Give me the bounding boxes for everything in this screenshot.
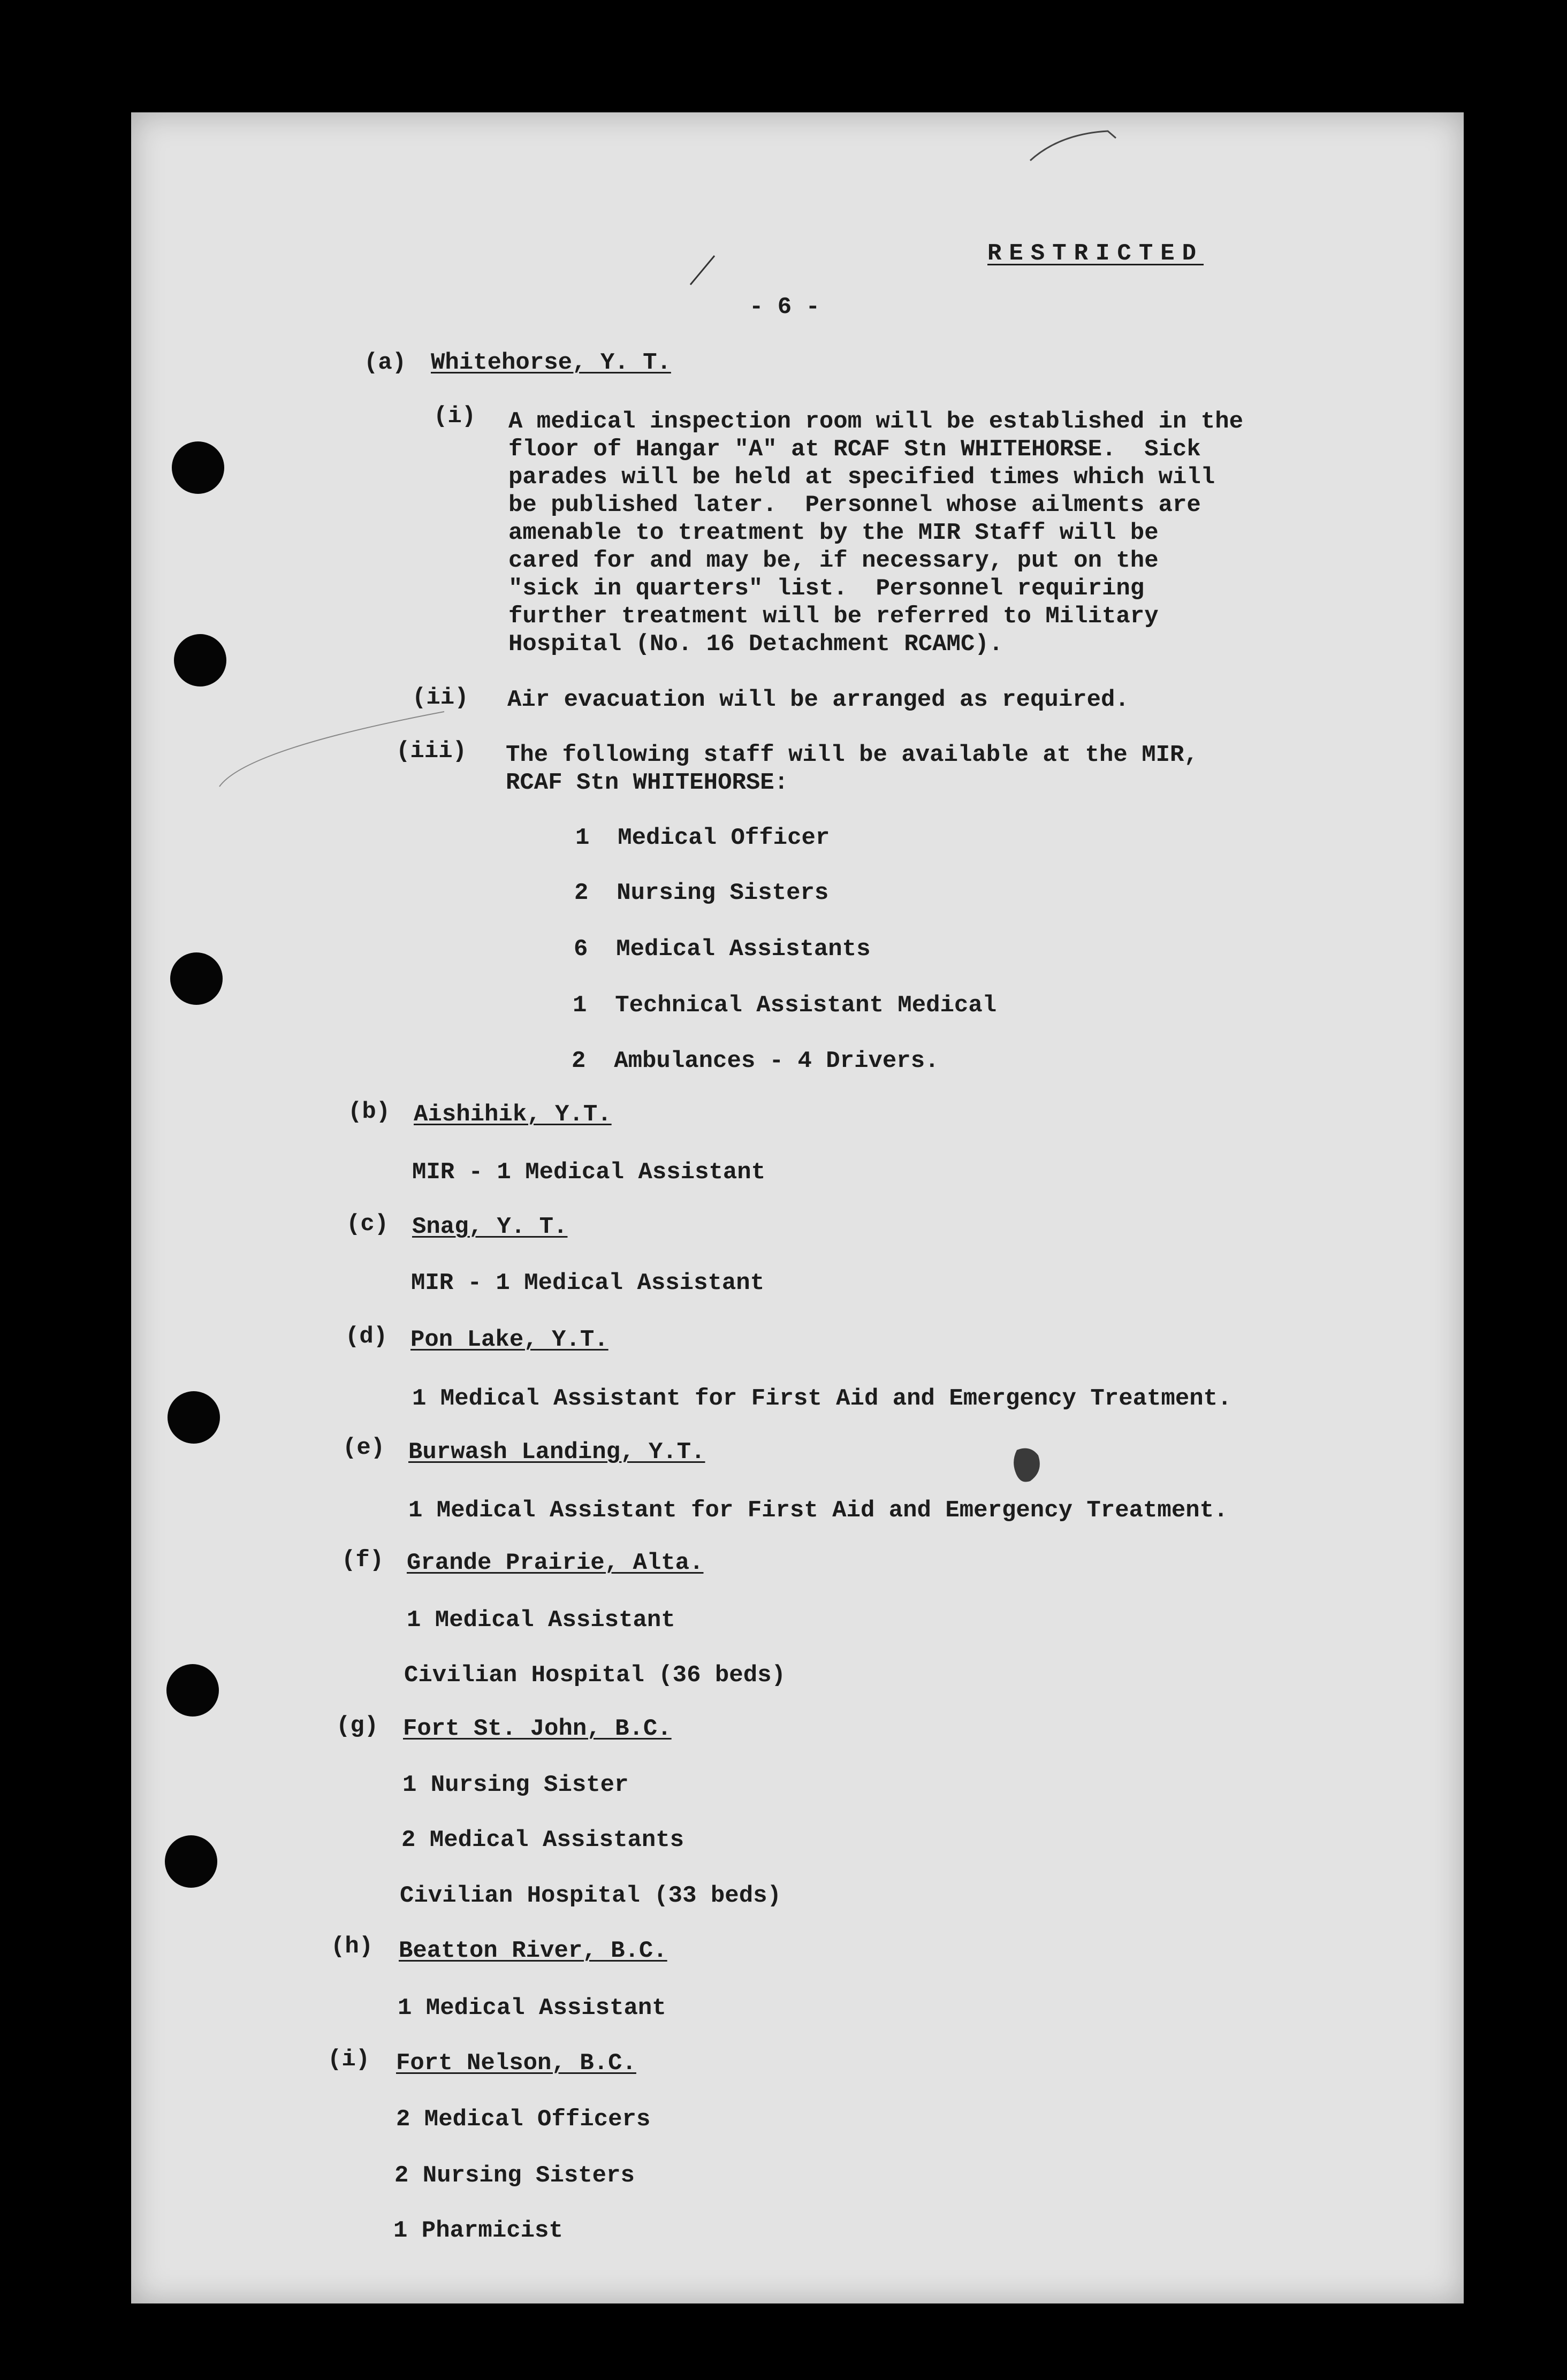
section-g-line: 2 Medical Assistants bbox=[401, 1827, 684, 1853]
item-ii-label: (ii) bbox=[412, 684, 469, 711]
binder-hole bbox=[172, 441, 224, 494]
binder-hole bbox=[166, 1664, 219, 1717]
section-h-line: 1 Medical Assistant bbox=[398, 1995, 666, 2022]
section-c-place: Snag, Y. T. bbox=[412, 1214, 568, 1240]
item-iii-line: RCAF Stn WHITEHORSE: bbox=[506, 769, 789, 796]
item-i-label: (i) bbox=[433, 403, 476, 430]
binder-hole bbox=[165, 1835, 217, 1888]
item-i-line: parades will be held at specified times which will bbox=[508, 464, 1215, 491]
section-g-place: Fort St. John, B.C. bbox=[403, 1715, 672, 1742]
section-i-label: (i) bbox=[328, 2046, 370, 2073]
section-e-line: 1 Medical Assistant for First Aid and Emergency Treatment. bbox=[408, 1497, 1228, 1524]
item-i-line: floor of Hangar "A" at RCAF Stn WHITEHORSE. Sick bbox=[508, 436, 1201, 463]
section-c-line: MIR - 1 Medical Assistant bbox=[411, 1270, 765, 1296]
page-number: - 6 - bbox=[749, 294, 820, 321]
ink-blot-mark bbox=[1009, 1445, 1046, 1488]
binder-hole bbox=[168, 1391, 220, 1444]
section-b-place: Aishihik, Y.T. bbox=[414, 1101, 612, 1128]
section-f-label: (f) bbox=[341, 1547, 384, 1574]
section-h-label: (h) bbox=[331, 1933, 374, 1960]
section-d-place: Pon Lake, Y.T. bbox=[410, 1326, 608, 1353]
section-f-line: Civilian Hospital (36 beds) bbox=[404, 1662, 786, 1689]
item-i-line: amenable to treatment by the MIR Staff will be bbox=[508, 520, 1159, 546]
staff-item: 2 Nursing Sisters bbox=[574, 880, 829, 906]
staff-item: 1 Medical Officer bbox=[575, 825, 830, 851]
item-i-line: be published later. Personnel whose ailments are bbox=[508, 492, 1201, 518]
section-g-line: Civilian Hospital (33 beds) bbox=[400, 1882, 781, 1909]
binder-hole bbox=[170, 952, 223, 1005]
staff-item: 2 Ambulances - 4 Drivers. bbox=[572, 1048, 939, 1074]
section-d-line: 1 Medical Assistant for First Aid and Emergency Treatment. bbox=[412, 1385, 1232, 1412]
section-g-line: 1 Nursing Sister bbox=[402, 1772, 629, 1798]
section-f-line: 1 Medical Assistant bbox=[407, 1607, 675, 1634]
section-d-label: (d) bbox=[345, 1323, 388, 1350]
staff-item: 6 Medical Assistants bbox=[574, 936, 871, 963]
item-i-line: A medical inspection room will be established in the bbox=[508, 408, 1244, 435]
binder-hole bbox=[174, 634, 226, 686]
item-i-line: "sick in quarters" list. Personnel requiring bbox=[508, 575, 1145, 602]
section-i-line: 1 Pharmicist bbox=[393, 2217, 563, 2244]
item-iii-line: The following staff will be available at the MIR, bbox=[506, 742, 1198, 768]
section-b-line: MIR - 1 Medical Assistant bbox=[412, 1159, 766, 1186]
section-i-line: 2 Nursing Sisters bbox=[394, 2162, 635, 2189]
classification-heading: RESTRICTED bbox=[987, 240, 1204, 267]
pen-stroke-mark bbox=[685, 251, 722, 289]
section-f-place: Grande Prairie, Alta. bbox=[407, 1550, 704, 1576]
section-c-label: (c) bbox=[346, 1211, 389, 1238]
section-i-line: 2 Medical Officers bbox=[396, 2106, 651, 2133]
section-g-label: (g) bbox=[336, 1713, 379, 1740]
item-i-line: cared for and may be, if necessary, put on the bbox=[508, 547, 1159, 574]
section-b-label: (b) bbox=[348, 1099, 391, 1125]
pencil-curve-mark bbox=[1028, 123, 1124, 171]
section-h-place: Beatton River, B.C. bbox=[399, 1937, 667, 1964]
item-i-line: further treatment will be referred to Military bbox=[508, 603, 1159, 630]
section-a-label: (a) bbox=[364, 349, 407, 376]
section-i-place: Fort Nelson, B.C. bbox=[396, 2050, 636, 2077]
item-i-line: Hospital (No. 16 Detachment RCAMC). bbox=[508, 631, 1003, 658]
item-iii-label: (iii) bbox=[396, 738, 467, 765]
staff-item: 1 Technical Assistant Medical bbox=[573, 992, 997, 1019]
section-a-place: Whitehorse, Y. T. bbox=[431, 349, 671, 376]
section-e-label: (e) bbox=[343, 1435, 385, 1461]
section-e-place: Burwash Landing, Y.T. bbox=[408, 1439, 705, 1466]
item-ii-text: Air evacuation will be arranged as required. bbox=[507, 686, 1129, 713]
